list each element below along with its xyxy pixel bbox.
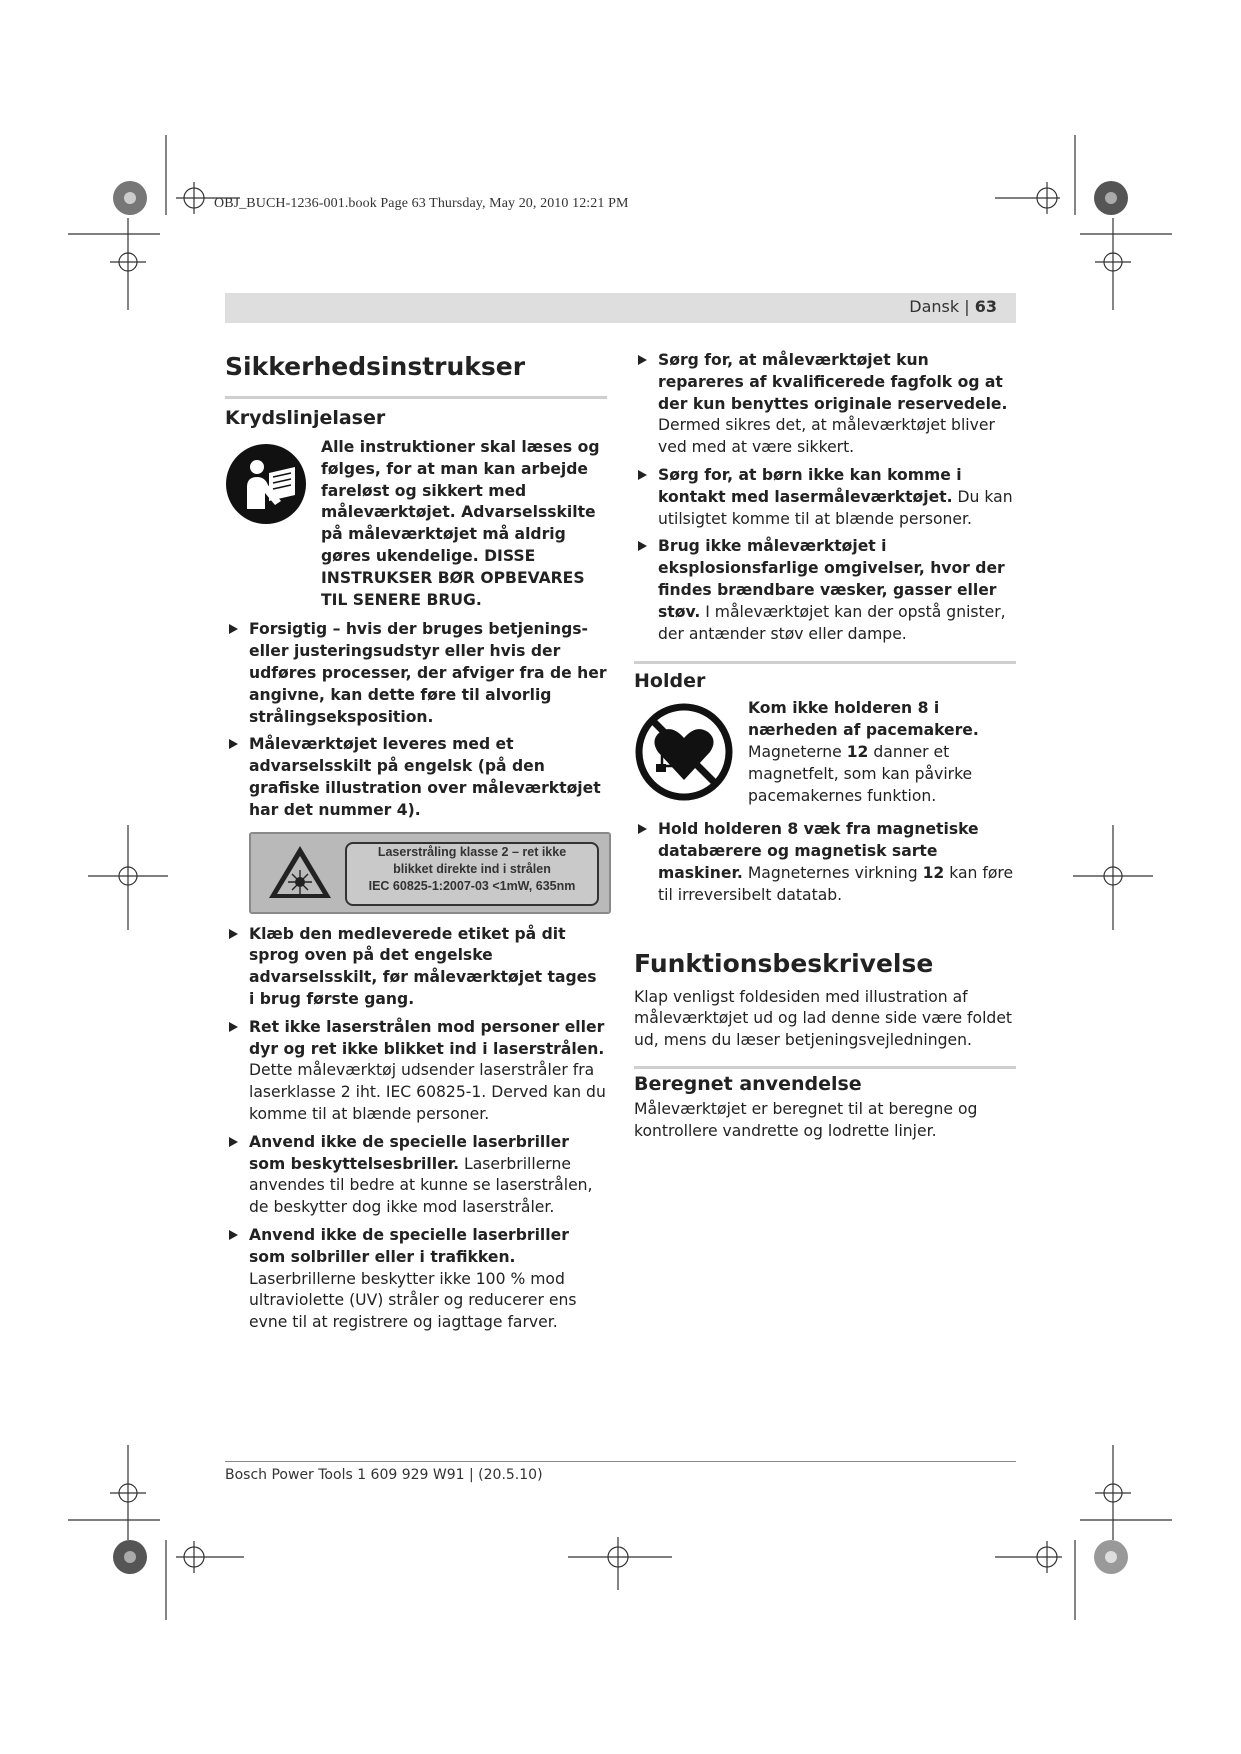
holder-block xyxy=(634,698,1016,807)
list-item xyxy=(225,619,607,728)
list-item xyxy=(634,465,1016,530)
warning-line-3: IEC 60825-1:2007-03 <1mW, 635nm xyxy=(368,878,576,893)
holder-num: 12 xyxy=(846,742,869,761)
bullet-text-a: Magneternes virkning xyxy=(747,863,918,882)
bullet-bold: Hold holderen 8 væk fra magnetiske databærere og magnetisk sarte maskiner. xyxy=(658,820,979,882)
list-item xyxy=(225,1017,607,1126)
func-title: Funktionsbeskrivelse xyxy=(634,948,934,978)
no-pacemaker-icon xyxy=(634,702,734,802)
intro-block xyxy=(225,437,607,611)
bullet-bold: Sørg for, at børn ikke kan komme i kontakt med lasermåleværktøjet. xyxy=(658,465,962,506)
holder-text-a: Magneterne xyxy=(748,742,842,761)
warning-label-text xyxy=(345,842,599,906)
holder-bold: Kom ikke holderen 8 i nærheden af pacemakere. xyxy=(748,699,979,740)
warning-line-2: blikket direkte ind i strålen xyxy=(393,861,551,876)
header-language: Dansk xyxy=(909,297,960,316)
bullet-num: 12 xyxy=(922,863,945,882)
right-column xyxy=(634,350,1016,1143)
footer: Bosch Power Tools 1 609 929 W91 | (20.5.10) xyxy=(225,1467,543,1483)
bullet-bold: Brug ikke måleværktøjet i eksplosionsfarlige omgivelser, hvor der findes brændbare væsker, gasser eller støv. xyxy=(658,537,1005,621)
bullet-text: Dermed sikres det, at måleværktøjet bliver ved med at være sikkert. xyxy=(658,416,995,457)
list-item xyxy=(225,924,607,1011)
bullet-bold: Måleværktøjet leveres med et advarselsskilt på engelsk (på den grafiske illustration over måleværktøjet har det nummer 4). xyxy=(249,735,601,819)
list-item xyxy=(634,819,1016,906)
bullet-bold: Anvend ikke de specielle laserbriller som solbriller eller i trafikken. xyxy=(249,1225,569,1266)
page-header xyxy=(225,293,1016,323)
bullet-bold: Sørg for, at måleværktøjet kun repareres af kvalificerede fagfolk og at der kun benyttes originale reservedele. xyxy=(658,351,1008,413)
read-manual-icon xyxy=(225,443,307,525)
section-title: Sikkerhedsinstrukser xyxy=(225,352,526,381)
func-text: Klap venligst foldesiden med illustration af måleværktøjet ud og lad denne side være foldet ud, mens du læser betjeningsvejledningen. xyxy=(634,987,1013,1050)
header-separator: | xyxy=(964,297,970,316)
bullet-text: Laserbrillerne beskytter ikke 100 % mod ultraviolette (UV) stråler og reducerer ens evne til at registrere og iagttage farver. xyxy=(249,1269,577,1332)
holder-text-b: danner et magnetfelt, som kan påvirke pacemakernes funktion. xyxy=(748,742,973,805)
list-item xyxy=(225,734,607,821)
bullet-bold: Forsigtig – hvis der bruges betjenings- eller justeringsudstyr eller hvis der udføres processer, der afviger fra de her angivne, kan dette føre til alvorlig strålingseksposition. xyxy=(249,620,607,726)
list-item xyxy=(225,1132,607,1219)
footer-rule xyxy=(225,1461,1016,1462)
intro-text: Alle instruktioner skal læses og følges, for at man kan arbejde fareløst og sikkert med måleværktøjet. Advarselsskilte på måleværktøjet må aldrig gøres ukendelige. DISSE INSTRUKSER BØR OPBEVARES TIL SENERE BRUG. xyxy=(321,438,600,609)
bullet-text: I måleværktøjet kan der opstå gnister, der antænder støv eller dampe. xyxy=(658,602,1006,643)
list-item xyxy=(634,536,1016,645)
use-text: Måleværktøjet er beregnet til at beregne og kontrollere vandrette og lodrette linjer. xyxy=(634,1099,978,1140)
bullet-bold: Ret ikke laserstrålen mod personer eller dyr og ret ikke blikket ind i laserstrålen. xyxy=(249,1017,605,1058)
list-item xyxy=(634,350,1016,459)
subsection-title: Krydslinjelaser xyxy=(225,407,386,429)
laser-warning-icon xyxy=(265,842,335,902)
bullet-text-b: kan føre til irreversibelt datatab. xyxy=(658,863,1014,904)
print-info: OBJ_BUCH-1236-001.book Page 63 Thursday, May 20, 2010 12:21 PM xyxy=(214,196,629,211)
use-title: Beregnet anvendelse xyxy=(634,1072,862,1095)
laser-warning-label xyxy=(249,832,611,914)
holder-title: Holder xyxy=(634,670,706,693)
warning-line-1: Laserstråling klasse 2 – ret ikke xyxy=(377,844,567,859)
left-column xyxy=(225,350,607,1340)
bullet-text: Dette måleværktøj udsender laserstråler fra laserklasse 2 iht. IEC 60825-1. Derved kan du komme til at blænde personer. xyxy=(249,1061,606,1123)
bullet-bold: Anvend ikke de specielle laserbriller som beskyttelsesbriller. xyxy=(249,1132,569,1173)
list-item xyxy=(225,1225,607,1334)
header-text xyxy=(909,297,997,316)
bullet-text: Du kan utilsigtet komme til at blænde personer. xyxy=(658,487,1013,528)
bullet-text: Laserbrillerne anvendes til bedre at kunne se laserstrålen, de beskytter dog ikke mod laserstråler. xyxy=(249,1154,593,1217)
page-number: 63 xyxy=(974,297,997,316)
bullet-bold: Klæb den medleverede etiket på dit sprog oven på det engelske advarselsskilt, før måleværktøjet tages i brug første gang. xyxy=(249,924,597,1008)
holder-text xyxy=(748,698,1016,807)
